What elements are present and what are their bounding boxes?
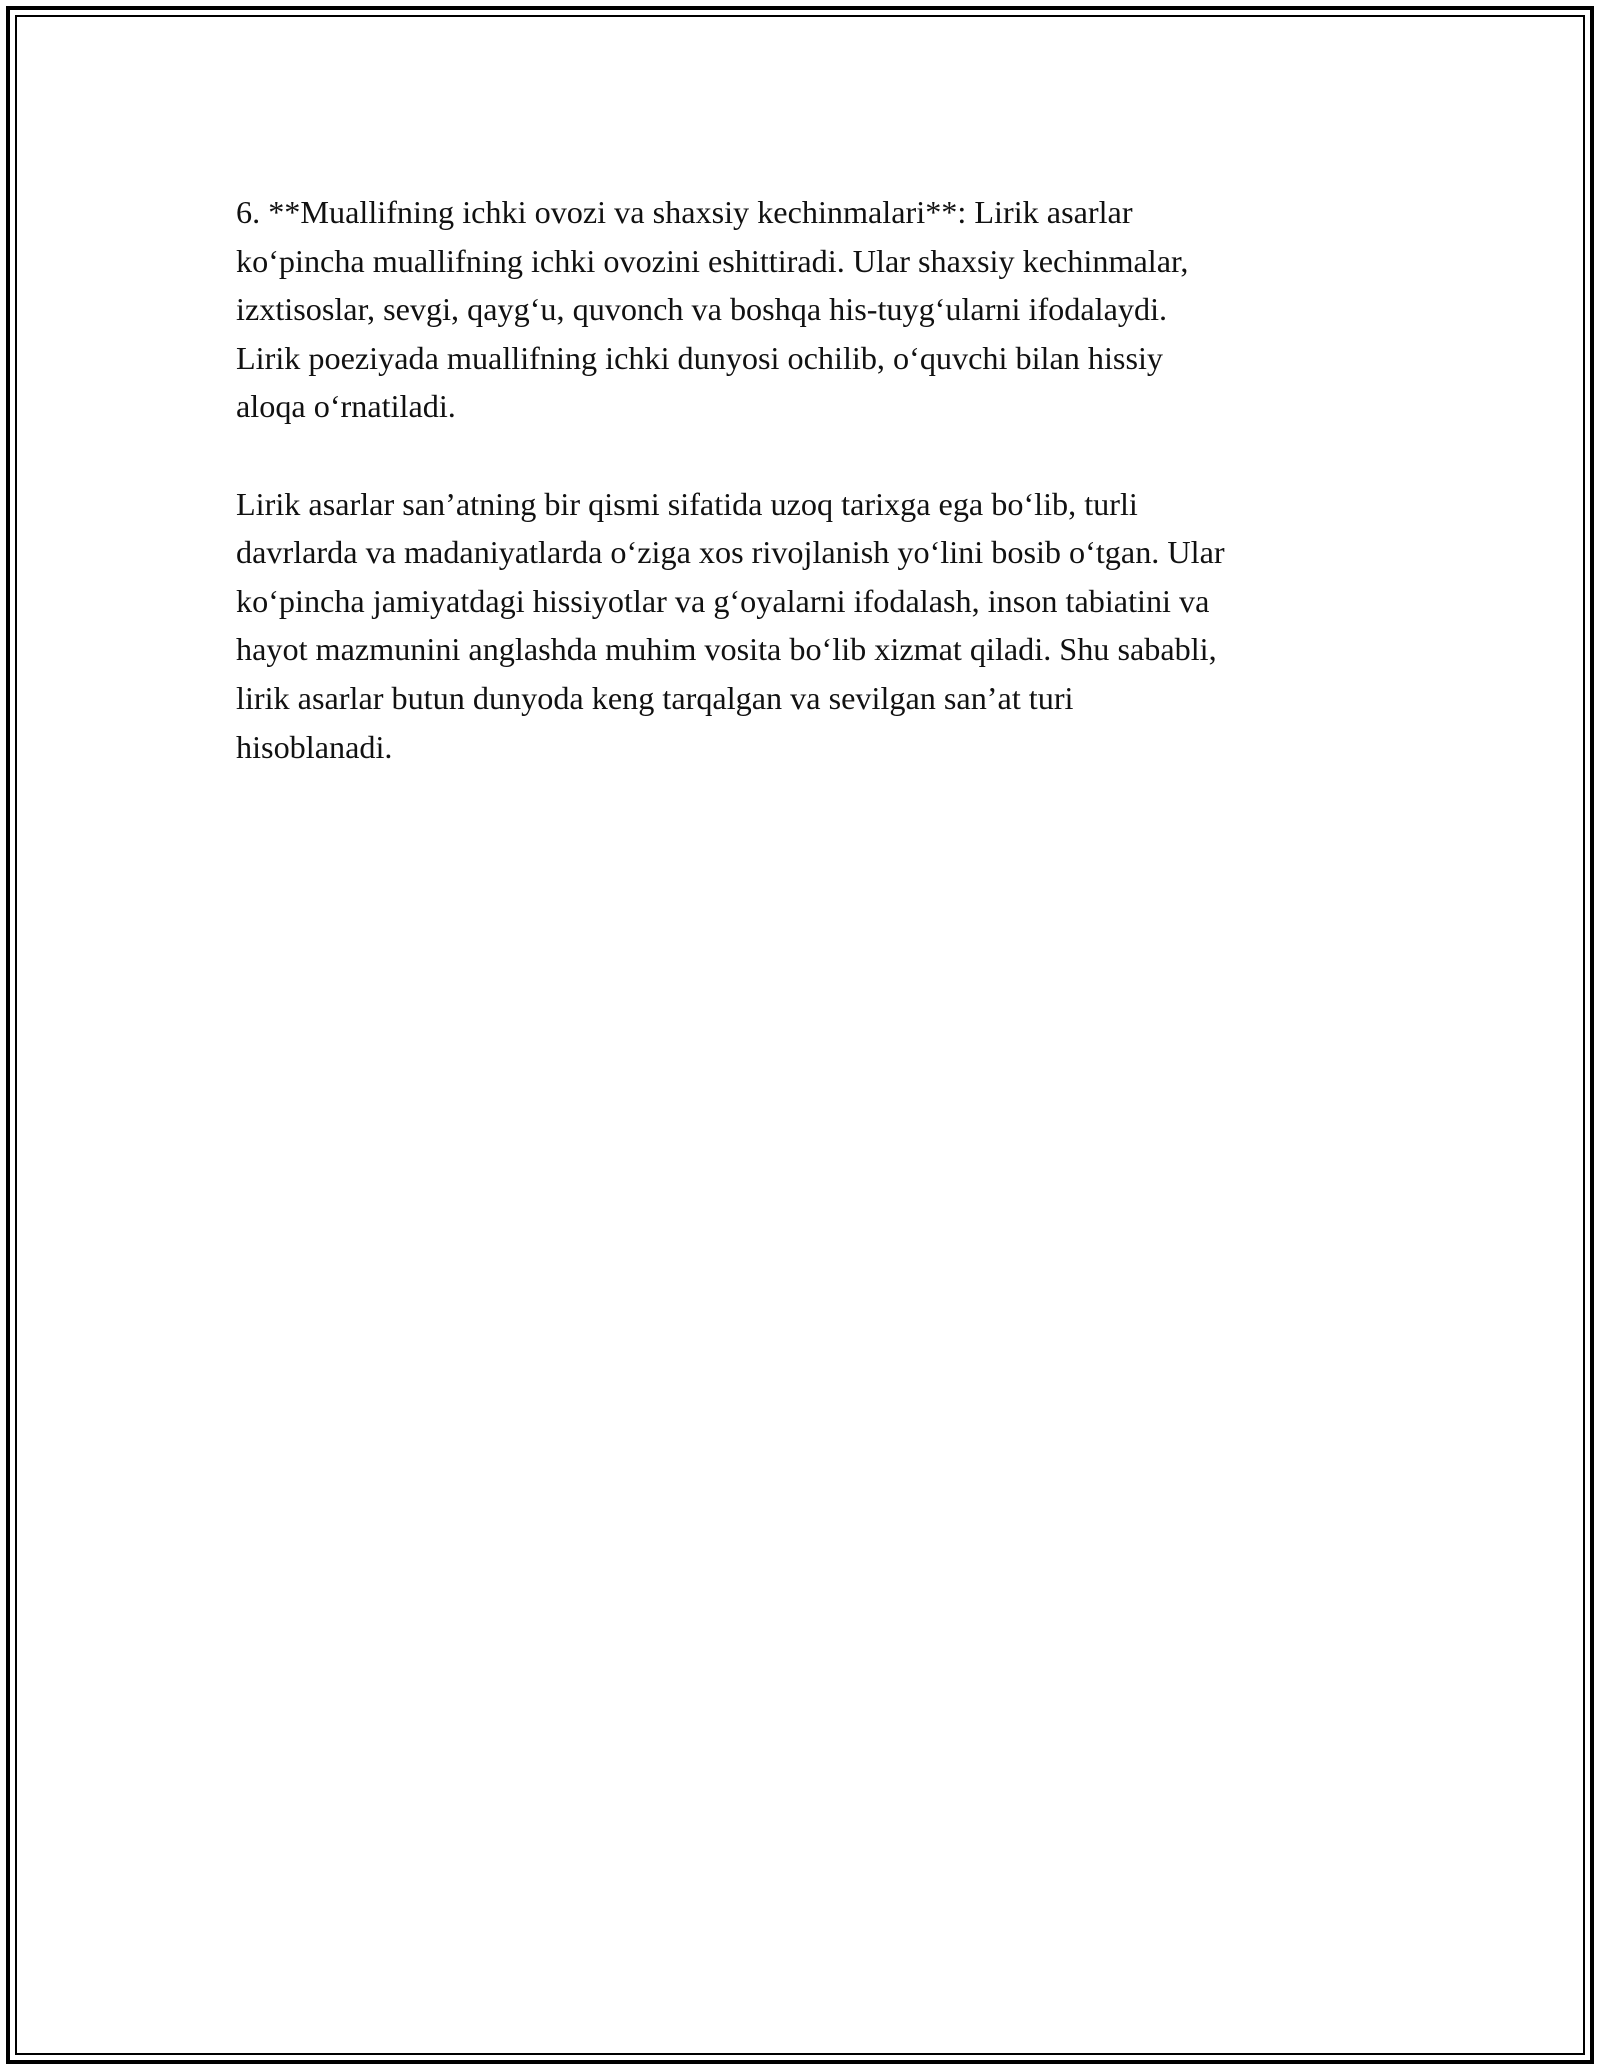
document-body bbox=[236, 188, 1376, 771]
text-line: Lirik asarlar san’atning bir qismi sifatida uzoq tarixga ega bo‘lib, turli bbox=[236, 485, 1138, 522]
text-line: hisoblanadi. bbox=[236, 728, 393, 765]
text-line: Lirik poeziyada muallifning ichki dunyosi ochilib, o‘quvchi bilan hissiy bbox=[236, 339, 1164, 376]
text-line: ko‘pincha jamiyatdagi hissiyotlar va g‘oyalarni ifodalash, inson tabiatini va bbox=[236, 582, 1210, 619]
text-line: izxtisoslar, sevgi, qayg‘u, quvonch va boshqa his-tuyg‘ularni ifodalaydi. bbox=[236, 291, 1168, 328]
text-line: 6. **Muallifning ichki ovozi va shaxsiy kechinmalari**: Lirik asarlar bbox=[236, 194, 1133, 230]
paragraph-author-inner-voice bbox=[236, 188, 1376, 431]
paragraph-lyric-history bbox=[236, 480, 1376, 772]
text-line: lirik asarlar butun dunyoda keng tarqalgan va sevilgan san’at turi bbox=[236, 679, 1074, 716]
text-line: ko‘pincha muallifning ichki ovozini eshittiradi. Ular shaxsiy kechinmalar, bbox=[236, 242, 1189, 279]
text-line: davrlarda va madaniyatlarda o‘ziga xos rivojlanish yo‘lini bosib o‘tgan. Ular bbox=[236, 534, 1225, 571]
text-line: aloqa o‘rnatiladi. bbox=[236, 388, 456, 425]
text-line: hayot mazmunini anglashda muhim vosita bo‘lib xizmat qiladi. Shu sababli, bbox=[236, 631, 1217, 668]
